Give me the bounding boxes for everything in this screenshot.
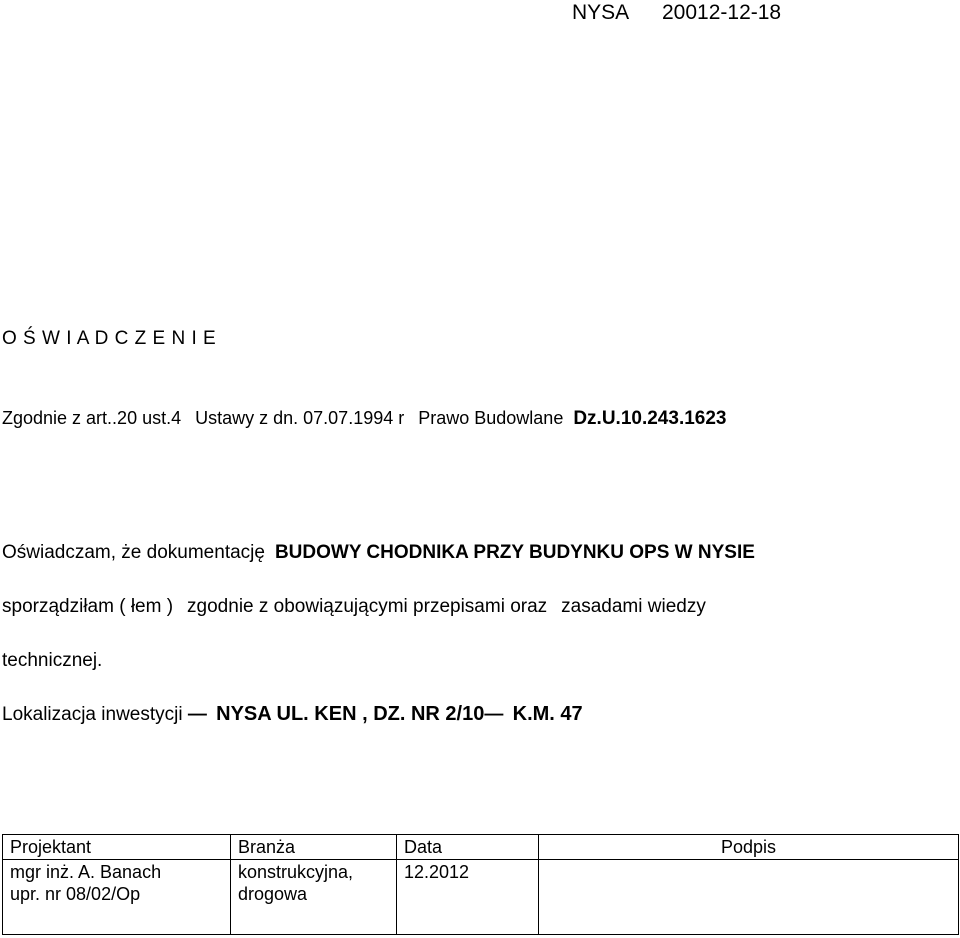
signature-table bbox=[2, 834, 959, 935]
branch-cell bbox=[231, 860, 397, 935]
statement-line-2b: zgodnie z obowiązującymi przepisami oraz bbox=[187, 596, 548, 617]
statement-line-2a: sporządziłam ( łem ) bbox=[2, 596, 174, 617]
location-dash: — bbox=[187, 704, 207, 725]
location-dash-2: — bbox=[484, 704, 509, 725]
header-date: 20012-12-18 bbox=[662, 1, 782, 24]
header-signature: Podpis bbox=[539, 835, 959, 860]
location-value: NYSA UL. KEN , DZ. NR 2/10 bbox=[216, 703, 485, 725]
legal-basis-act: Ustawy z dn. 07.07.1994 r bbox=[195, 408, 405, 428]
branch-line-1: konstrukcyjna, bbox=[238, 862, 354, 882]
header-designer: Projektant bbox=[3, 835, 231, 860]
location-label: Lokalizacja inwestycji bbox=[2, 704, 183, 725]
signature-table-header-row bbox=[3, 835, 959, 860]
statement-prefix: Oświadczam, że dokumentację bbox=[2, 542, 265, 563]
legal-basis bbox=[2, 408, 727, 430]
location-map: K.M. 47 bbox=[512, 703, 583, 725]
table-row bbox=[3, 860, 959, 935]
header-date-col: Data bbox=[397, 835, 539, 860]
signature-cell bbox=[539, 860, 959, 935]
location-line bbox=[2, 703, 583, 726]
designer-name: mgr inż. A. Banach bbox=[10, 862, 162, 882]
legal-basis-law: Prawo Budowlane bbox=[418, 408, 564, 428]
legal-reference: Dz.U.10.243.1623 bbox=[573, 408, 727, 429]
statement-line-2 bbox=[2, 596, 706, 618]
document-title: O Ś W I A D C Z E N I E bbox=[2, 328, 217, 349]
header-branch: Branża bbox=[231, 835, 397, 860]
branch-line-2: drogowa bbox=[238, 884, 308, 904]
statement-line-1 bbox=[2, 542, 755, 564]
date-cell: 12.2012 bbox=[397, 860, 539, 935]
header-place: NYSA bbox=[572, 1, 630, 24]
designer-license: upr. nr 08/02/Op bbox=[10, 884, 141, 904]
legal-basis-article: Zgodnie z art..20 ust.4 bbox=[2, 408, 182, 428]
statement-line-2c: zasadami wiedzy bbox=[561, 596, 706, 617]
project-subject: BUDOWY CHODNIKA PRZY BUDYNKU OPS W NYSIE bbox=[274, 542, 755, 563]
designer-cell bbox=[3, 860, 231, 935]
statement-line-3: technicznej. bbox=[2, 650, 103, 671]
